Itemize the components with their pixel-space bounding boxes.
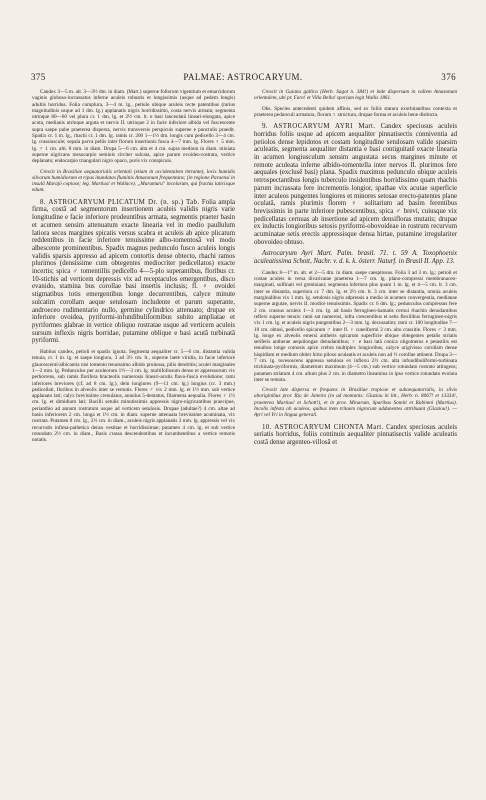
right-observation: Obs. Species antecedenti quidem affinis, sed ex foliis statura exorbitantibus contexta et praeterea pedunculi armatura, florum ♀ structura, drupae forma et aculeis bene distincta. xyxy=(254,105,457,118)
page-number-left: 375 xyxy=(31,72,46,82)
left-column xyxy=(32,89,235,789)
species-9-diagnosis xyxy=(254,122,457,246)
species-8-text: Folia ampla firma, costā ad segmentorum insertionem aculeis validis nigris varie longitudine e facie inferiore prodeuntibus armata, segmentis praeter basin et acumen sensim attenuatum exacte linearia vel in medio paullulum latiora secus margines spicatis versus scabra et aculeis ab apice plicatum reddentibus in facie inferiore tenuissime albo-tomentosā vel modo albescente prominentibus. Spadix magnus pedunculo fusco aculeis longis validis sparsis appresso ad apicem contortis dense obtecto, rhachi ramos plurimos (densissime cum obtegentes mediocriter pedicellatos) exacte incertis; spica ♂ tomentillis pedicello 4—5-plo superantibus, floribus cr. 10-stichis ad verticem depressis vix ad receptaculos emergentibus, disco evanido, stamina bus corollae basi insertis inclusis; fl. ♀ ovoidei stigmatibus totis emergentibus longe decurrentibus, calyce minute sulcatim corollam aeque setulosam includente et parum superante, androeceo rudimentario nullo, germine cylindrico attenuato; drupae ex inferiore ovoidea, pyriformi-infundibuliformibus subito ampliatae et pyriformes glabrae in vertice obliquo rostratae usque ad verticem aculeis sursum inflexis nigris horridae, putamine oblique e basi acutā turbinatā pyriformi. xyxy=(32,198,235,345)
species-9-synonyms: Astrocaryum Ayri Mart. Palm. brasil. 71. t. 59 A. Toxophoenix aculeatissima Schott, Nachr. v. d. k. k. österr. Naturf. in Brasil II. App. 13. xyxy=(254,250,457,266)
species-10-diagnosis xyxy=(254,423,457,447)
running-title: PALMAE: ASTROCARYUM. xyxy=(183,72,303,82)
species-8-diagnosis xyxy=(32,198,235,345)
species-8-description: Habitus candex, petioli et spadix ignota. Segmenta aequaliter cr. 5—6 cm. distantia valida tenuia, cr. 1 m. lg. et saepe longiora, 3 ad 3½ cm. lt., superne laete viridia, in facie inferiore glaucescenti-albicantia nisi tomento tenuissimo albido pruinosa, pilis dendritis; aculei marginales 1—2 mm. lg. Pedunculus per aculeorum 1½—3 cm. lg. multifoliosum denso et appressorum vix perhorrens, sub ramis florifera bracteolis numerosis lineari-acutis flavo-fusca evolutione; rami inferiores breviores (cf. ad 8 cm. lg.), dein longiores (9—11 cm. lg.) longius (cr. 3 mm.) pedicellati, floribus in alveolis inter se remotis. Flores ♂ vix 2 mm. lg. et 1½ mm. sub vertice applanato lati; calyx brevissime crenulatus, annulus 5-dentatus, filamenta aequalia. Flores ♀ 1½ cm. lg. et dimidium lati; Bacilli setulis minutissimis appressis nigro-nigricantibus praecipue, perianthio ad annum rostratum usque ad verticem setulosis. Drupae (adultae?) 4 cm. altae ad basin inferiorem 2 cm. longa et 1½ cm. in diam. superne attenuata brevissime acuminata, vix rostrata. Putamen 8 cm. lg., 2½ cm. in diam., aculeis nigris applanatis 3 mm. lg. appressis vel vix recurvatis infima-pathetica denso vestitae et horridissimae; putamen 4 cm. lg. et sub vertice rotundato 2½ cm. in diam., Basis crassa descendentibus et incumbentibus a vertice remotis notatis. xyxy=(32,349,235,444)
species-10-text: Candex speciosus aculeis seriatis horridus, foliis continuis aequaliter pinnatisectis valide aculeatis costā dense argenteo-villosā et xyxy=(254,423,457,447)
species-9-text: Candex speciosus aculeis horridus foliis usque ad apicem aequaliter pinnatisectis conniventia ad petiolos dense lepidotos et costam longitudine setulosam valide sparsim aculeatis, segmenta aequaliter distantia e basi contiguitatē exacte linearia in acumen longiusculum sensim angustata secus margines minute et remote aculeata inferne albido-tomentella inter nervos II. plurimos fere aequales (exclusē basi) plana. Spadix maximus pedunculo ubique aculeis retrospectantibus longis tuberculo insidentibus horridissimo quam rhachis parum incrassata fere incrementis longior, spathae vix acutae superficie inter aculeos pungentes longiores et minores setosae erecto-patentes plane oculatā, ramis plurimis florem ♀ solitarium ad basim ferentibus brevissimis in parte inferiore pubescentibus, spica ♂ brevi, cuiusque vix pedicellatas cernuas ab insertione ad apicem densifloras mutatis; drupae ex inductis longioribus setosis pyriformi-obovoideae in rostrum recurvum acuminatae setis erectis appressisque densa hirtae, putamine irregulariter obovoideo obtuso. xyxy=(254,123,457,246)
page-header xyxy=(0,72,486,86)
species-10-heading: 10. ASTROCARYUM CHONTA Mart. xyxy=(262,422,384,431)
page-number-right: 376 xyxy=(441,72,456,82)
species-9-distribution: Crescit late dispersa et frequens in Brasiliae tropicae et subaequatorialis, in silvis aboriginibus pror. Rio de Janeiro (in ad montanis: Glaziou in litt., Herb. n. 8067! et 13334!, praeterea Martius! et Schott!), et in prov. Minarum, Sparibus Somiti et Rubimni (Martius). Incolis infesta ob aculeos, quibus item tritaem nigrorum addunentes attribuunt (Glaziou!). — Ayri vel Yri in lingua generali. xyxy=(254,387,457,419)
left-distribution: Crescit in Brasiliae aequatorialis orientali (etiam in occidentalem intrante), locis humidis silvarum humidiorum et ripas inundatas fluminis Amazonum frequentans; (in regione Paraensi in insulā Marajó copiose; leg. Martius! et Wallace). „Murumuru" incolarum, qui fructus laticisque edunt. xyxy=(32,168,235,194)
species-9-description: Candex 8—1° m. alt. et 2—5 dm. in diam. saepe caespitosus. Folia 3 ad 3 m. lg.; petioli et costae aculeis in versa divaricatae praeterea 1—7 cm. lg. plano-compressi membranaceo-marginati, sulfinati vel greniniani; segmenta inferiora plus quam 1 m. lg. et 4—5 cm. lt. 3 cm. inter se distantia, superiora cr. 7 dm. lg. et 2½ cm. lt. 3 cm. inter se distantia, omnia aculeis marginalibus vix 1 mm. lg. setulosis nigris adpressis a medio in acumen convergentia, medianae superne argutae, nervis II. modice tenuissimis. Spadix cr. 6 dm. lg.; pedunculus compressus fere 2 cm. crassus aculeis 1—3 cm. lg. ad basin ferrugineo-hamatis cernui rhachin denudantibus reflexi superne tenuis: rami sat numerosi, infra crescentibus et setis flexilibus ferrugineo-nigris vix 1 cm. lg. et aculeis nigris pungentibus 2—3 mm. lg. decussatim; rami cr. 100 longitudine 7—10 cm. obtusi, pedicello spicarum ♂ inter fl. ♀ cuneiformi 2 cm. alto crassitie. Flores ♂ 3 mm. lg. longe ex alveolis emersi antheris spicarum superficie ubique obtegentes petalis striatis setiferis antherae aequilongae denudantibus; ♀ e basi latā conica oligomerus e petastilis est tenuibus longe comosis apice crebra multiplex longioribus, calyce urigivisso corollam dense hispidiam et medium obiter hirto piloso aculeatis et aculeis non ad ½ corollae attinent. Drupa 3—7 cm. lg. tocesoscens appressa setulosa ex inflexu 2½ cm. alta infundibuliformi-turbinata trichinata-pyriformis, diametrum maximum (4—5 cm.) sub vertice rotundato rostrato attingens; putamen striatum 4 cm. altum plus 2 cm. in diametro lineamina in ipso vertice rotundato evoluta inter se remota. xyxy=(254,269,457,383)
species-9-heading: 9. ASTROCARYUM AYRI Mart. xyxy=(262,122,376,131)
right-distribution: Crescit in Guiana gallica (Herb. Sagot n. 384!) et inde dispersum in vallem Amazonum orientalem, ubi pr. Faro! et Villa Bella! sporium legit Wallis 1861. xyxy=(254,89,457,102)
species-8-heading: 8. ASTROCARYUM PLICATUM Dr. (n. sp.) Tab. xyxy=(40,197,200,206)
left-description: Candex 3—5 m. alt. 3—3½ dm. in diam. (Mart.) superne follorum vigentium et emarcidorum vaginis globoso-incrassatus inferne aculeis robustis et longissimis (usque ad pedem longis) adultis horridus. Folia complura, 3—4 m. lg., petiolo ubique aculeis recte patentibus (rarius magnitudinis usque ad 1 dm. lg.) applanatis nigris horridissimo, costa nervis armata; segmenta utrinque 80—60 vel plura cr. 1 dm. lg. et 2½ cm. lt. e basi lanceolatā lineari-elongata, apice acuta, medianis utrinque arguta et nervis II. utrinque 2 in facie inferiore albida vel fuscescente supra saepe pube praeterea dispersa, nervis transversis perspicuis superne e punctulis praedit. Spadix cr. 1 m. lg., rhachi cr. 1 dm. lg. ramis cr. 200 1—1½ dm. longis cum pedicello 3—4 cm. lg. crassiuscule; sepala parva pellis inter florum insertionis fusca 4—7 mm. lg. Flores ♀ 5 mm. lg. ♂ 1 cm. alti. 8 mm. in diam. Drupa 5—6 cm. alta et 4 cm. supra medium in diam. miniata superne nigricans mesocarpio seminis circiter sulcata, apice parum ovoideo-rostrata, vertice deplanato; endocarpio triangulari nigro opaco, poris vix conspicuis. xyxy=(32,89,235,165)
right-column xyxy=(254,89,457,789)
